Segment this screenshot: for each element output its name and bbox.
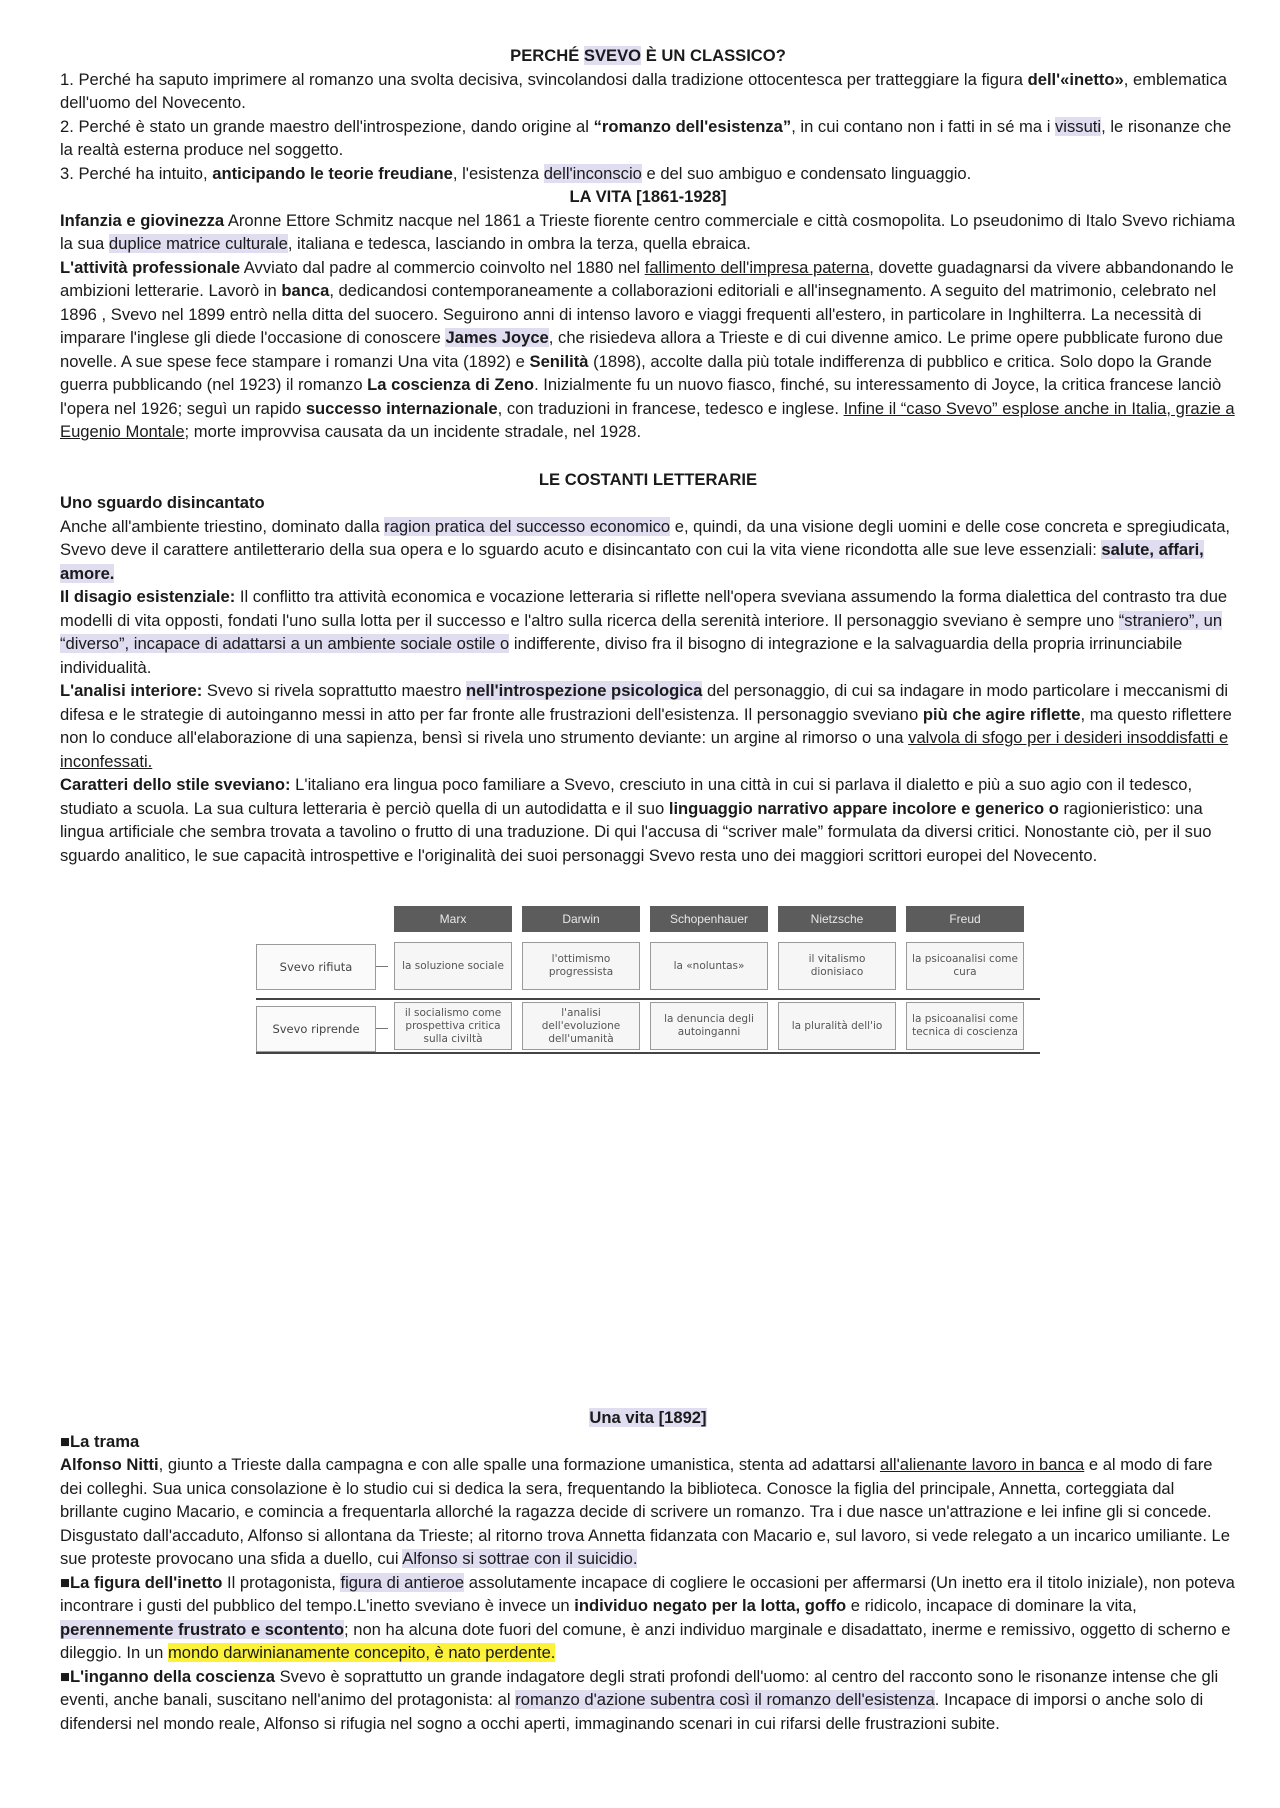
cell-riprende-schopenhauer: la denuncia degli autoinganni bbox=[650, 1002, 768, 1050]
header-freud: Freud bbox=[906, 906, 1024, 932]
arrow bbox=[376, 1028, 388, 1029]
section-title-classico: PERCHÉ SVEVO È UN CLASSICO? bbox=[510, 46, 786, 65]
paragraph-trama: Alfonso Nitti, giunto a Trieste dalla campagna e con alle spalle una formazione umanistica, stenta ad adattarsi all'alienante lavoro in banca e al modo di fare dei colleghi. Sua unica consolazione è lo studio cui si dedica la sera, frequentando la biblioteca. Conosce la figlia del principale, Annetta, corteggiata dal brillante cugino Macario, e comincia a frequentarla allorché la ragazza decide di scrivere un romanzo. Tra i due nasce un'attrazione e lei infine gli si concede. Disgustato dall'accaduto, Alfonso si allontana da Trieste; al ritorno trova Annetta fidanzata con Macario e, sul lavoro, si vede relegato a un incarico umiliante. Le sue proteste provocano una sfida a duello, cui Alfonso si sottrae con il suicidio. bbox=[60, 1455, 1231, 1568]
document-page bbox=[60, 44, 1236, 867]
section-title-vita: LA VITA [1861-1928] bbox=[569, 187, 727, 206]
cell-rifiuta-freud: la psicoanalisi come cura bbox=[906, 942, 1024, 990]
divider bbox=[256, 1052, 1040, 1054]
header-schopenhauer: Schopenhauer bbox=[650, 906, 768, 932]
reason-3: 3. Perché ha intuito, anticipando le teorie freudiane, l'esistenza dell'inconscio e del suo ambiguo e condensato linguaggio. bbox=[60, 163, 972, 183]
subheading-sguardo: Uno sguardo disincantato bbox=[60, 493, 265, 512]
cell-riprende-nietzsche: la pluralità dell'io bbox=[778, 1002, 896, 1050]
paragraph-inganno: ■L'inganno della coscienza Svevo è soprattutto un grande indagatore degli strati profondi dell'uomo: al centro del racconto sono le risonanze intense che gli eventi, anche banali, suscitano nell'animo del protagonista: al romanzo d'azione subentra così il romanzo dell'esistenza. Incapace di imporsi o anche solo di difendersi nel mondo reale, Alfonso si rifugia nel sogno a occhi aperti, immaginando scenari in cui rifarsi delle frustrazioni subite. bbox=[60, 1666, 1219, 1733]
divider bbox=[256, 998, 1040, 1000]
cell-riprende-freud: la psicoanalisi come tecnica di coscienza bbox=[906, 1002, 1024, 1050]
paragraph-attivita: L'attività professionale Avviato dal padre al commercio coinvolto nel 1880 nel fallimento dell'impresa paterna, dovette guadagnarsi da vivere abbandonando le ambizioni letterarie. Lavorò in banca, dedicandosi contemporaneamente a collaborazioni editoriali e all'insegnamento. A seguito del matrimonio, celebrato nel 1896 , Svevo nel 1899 entrò nella ditta del suocero. Seguirono anni di intenso lavoro e viaggi frequenti all'estero, in particolare in Inghilterra. La necessità di imparare l'inglese gli diede l'occasione di conoscere James Joyce, che risiedeva allora a Trieste e di cui divenne amico. Le prime opere pubblicate furono due novelle. A sue spese fece stampare i romanzi Una vita (1892) e Senilità (1898), accolte dalla più totale indifferenza di pubblico e critica. Solo dopo la Grande guerra pubblicando (nel 1923) il romanzo La coscienza di Zeno. Inizialmente fu un nuovo fiasco, finché, su interessamento di Joyce, la critica francese lanciò l'opera nel 1926; seguì un rapido successo internazionale, con traduzioni in francese, tedesco e inglese. Infine il “caso Svevo” esplose anche in Italia, grazie a Eugenio Montale; morte improvvisa causata da un incidente stradale, nel 1928. bbox=[60, 257, 1235, 441]
paragraph-infanzia: Infanzia e giovinezza Aronne Ettore Schmitz nacque nel 1861 a Trieste fiorente centro commerciale e città cosmopolita. Lo pseudonimo di Italo Svevo richiama la sua duplice matrice culturale, italiana e tedesca, lasciando in ombra la terza, quella ebraica. bbox=[60, 210, 1236, 253]
cell-rifiuta-marx: la soluzione sociale bbox=[394, 942, 512, 990]
subheading-trama: ■La trama bbox=[60, 1431, 140, 1451]
cell-rifiuta-nietzsche: il vitalismo dionisiaco bbox=[778, 942, 896, 990]
influences-table-figure bbox=[256, 906, 1040, 1054]
paragraph-inetto: ■La figura dell'inetto Il protagonista, figura di antieroe assolutamente incapace di cogliere le occasioni per affermarsi (Un inetto era il titolo iniziale), non poteva incontrare i gusti del pubblico del tempo.L'inetto sveviano è invece un individuo negato per la lotta, goffo e ridicolo, incapace di dominare la vita, perennemente frustrato e scontento; non ha alcuna dote fuori del comune, è anzi individuo marginale e disadattato, inerme e remissivo, oggetto di scherno e dileggio. In un mondo darwinianamente concepito, è nato perdente. bbox=[60, 1572, 1235, 1662]
header-marx: Marx bbox=[394, 906, 512, 932]
section-title-costanti: LE COSTANTI LETTERARIE bbox=[538, 469, 758, 489]
reason-1: 1. Perché ha saputo imprimere al romanzo una svolta decisiva, svincolandosi dalla tradizione ottocentesca per tratteggiare la figura dell'«inetto», emblematica dell'uomo del Novecento. bbox=[60, 69, 1228, 112]
header-nietzsche: Nietzsche bbox=[778, 906, 896, 932]
paragraph-disagio: Il disagio esistenziale: Il conflitto tra attività economica e vocazione letteraria si riflette nell'opera sveviana assumendo la forma dialettica del contrasto tra due modelli di vita opposti, fondati l'uno sulla lotta per il successo e l'altro sulla ricerca della serenità interiore. Il personaggio sveviano è sempre uno “straniero”, un “diverso”, incapace di adattarsi a un ambiente sociale ostile o indifferente, diviso fra il bisogno di integrazione e la salvaguardia della propria irrinunciabile individualità. bbox=[60, 587, 1228, 677]
reason-2: 2. Perché è stato un grande maestro dell'introspezione, dando origine al “romanzo dell'esistenza”, in cui contano non i fatti in sé ma i vissuti, le risonanze che la realtà esterna produce nel soggetto. bbox=[60, 116, 1232, 159]
cell-riprende-darwin: l'analisi dell'evoluzione dell'umanità bbox=[522, 1002, 640, 1050]
section-title-una-vita: Una vita [1892] bbox=[589, 1408, 707, 1427]
paragraph-sguardo: Anche all'ambiente triestino, dominato dalla ragion pratica del successo economico e, quindi, da una visione degli uomini e delle cose concreta e spregiudicata, Svevo deve il carattere antiletterario della sua opera e lo sguardo acuto e disincantato con cui la vita viene ricondotta alle sue leve essenziali: salute, affari, amore. bbox=[60, 516, 1231, 583]
row-label-riprende: Svevo riprende bbox=[256, 1006, 376, 1052]
cell-riprende-marx: il socialismo come prospettiva critica sulla civiltà bbox=[394, 1002, 512, 1050]
una-vita-section bbox=[60, 1406, 1236, 1735]
row-label-rifiuta: Svevo rifiuta bbox=[256, 944, 376, 990]
cell-rifiuta-schopenhauer: la «noluntas» bbox=[650, 942, 768, 990]
cell-rifiuta-darwin: l'ottimismo progressista bbox=[522, 942, 640, 990]
paragraph-analisi: L'analisi interiore: Svevo si rivela soprattutto maestro nell'introspezione psicologica del personaggio, di cui sa indagare in modo particolare i meccanismi di difesa e le strategie di autoinganno messi in atto per far fronte alle frustrazioni dell'esistenza. Il personaggio sveviano più che agire riflette, ma questo riflettere non lo conduce all'elaborazione di una sapienza, bensì si rivela uno strumento deviante: un argine al rimorso o una valvola di sfogo per i desideri insoddisfatti e inconfessati. bbox=[60, 681, 1232, 771]
header-darwin: Darwin bbox=[522, 906, 640, 932]
arrow bbox=[376, 966, 388, 967]
paragraph-stile: Caratteri dello stile sveviano: L'italiano era lingua poco familiare a Svevo, cresciuto in una città in cui si parlava il dialetto e più a suo agio con il tedesco, studiato a scuola. La sua cultura letteraria è perciò quella di un autodidatta e il suo linguaggio narrativo appare incolore e generico o ragionieristico: una lingua artificiale che sembra trovata a tavolino o frutto di una traduzione. Di qui l'accusa di “scriver male” formulata da diversi critici. Nonostante ciò, per il suo sguardo analitico, le sue capacità introspettive e l'originalità dei suoi personaggi Svevo resta uno dei maggiori scrittori europei del Novecento. bbox=[60, 775, 1212, 865]
